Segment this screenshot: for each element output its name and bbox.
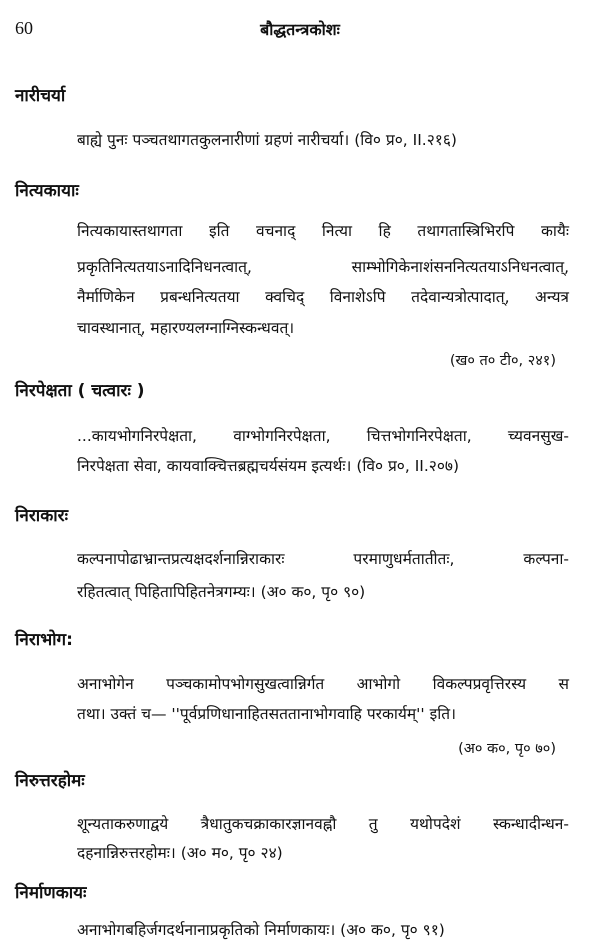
entry-text-line: तथा। उक्तं च— ''पूर्वप्रणिधानाहितसततानाभोगवाहि परकार्यम्'' इति। [77,705,456,723]
entry-headword: निरपेक्षता ( चत्वारः ) [15,381,145,401]
entry-text-line: अनाभोगबहिर्जगदर्थनानाप्रकृतिको निर्माणकायः। (अ० क०, पृ० ९१) [77,921,445,939]
entry-text-line: शून्यताकरुणाद्वये त्रैधातुकचक्राकारज्ञानवह्नौ तु यथोपदेशं स्कन्धादीन्धन- [77,815,569,833]
entry-text-line: अनाभोगेन पञ्चकामोपभोगसुखत्वान्निर्गत आभोगो विकल्पप्रवृत्तिरस्य स [77,675,569,693]
entry-headword: निराभोग: [15,630,73,650]
entry-headword: निराकारः [15,506,69,526]
entry-text-line: नित्यकायास्तथागता इति वचनाद् नित्या हि तथागतास्त्रिभिरपि कायैः [77,222,569,240]
entry-headword: नित्यकायाः [15,181,79,201]
entry-citation: (अ० क०, पृ० ७०) [458,741,556,757]
entry-text-line: दहनान्निरुत्तरहोमः। (अ० म०, पृ० २४) [77,844,283,862]
entry-headword: निरुत्तरहोमः [15,771,85,791]
entry-text-line: बाह्ये पुनः पञ्चतथागतकुलनारीणां ग्रहणं नारीचर्या। (वि० प्र०, II.२१६) [77,131,457,149]
entry-headword: निर्माणकायः [15,883,87,903]
entry-text-line: प्रकृतिनित्यतयाऽनादिनिधनत्वात्, साम्भोगिकेनाशंसननित्यतयाऽनिधनत्वात्, [77,258,569,276]
entry-headword: नारीचर्या [15,86,66,106]
entry-text-line: ...कायभोगनिरपेक्षता, वाग्भोगनिरपेक्षता, चित्तभोगनिरपेक्षता, च्यवनसुख- [77,427,569,445]
page-number: 60 [15,18,33,38]
page-header [0,18,600,48]
entry-text-line: नैर्माणिकेन प्रबन्धनित्यतया क्वचिद् विनाशेऽपि तदेवान्यत्रोत्पादात्, अन्यत्र [77,288,569,306]
entry-text-line: रहितत्वात् पिहितापिहितनेत्रगम्यः। (अ० क०, पृ० ९०) [77,583,366,601]
entry-text-line: निरपेक्षता सेवा, कायवाक्चित्तब्रह्मचर्यसंयम इत्यर्थः। (वि० प्र०, II.२०७) [77,457,460,475]
entry-text-line: कल्पनापोढाभ्रान्तप्रत्यक्षदर्शनान्निराकारः परमाणुधर्मतातीतः, कल्पना- [77,550,569,568]
entry-citation: (ख० त० टी०, २४१) [449,353,556,369]
running-title: बौद्धतन्त्रकोशः [260,20,340,39]
entry-text-line: चावस्थानात्, महारण्यलग्नाग्निस्कन्धवत्। [77,319,295,337]
